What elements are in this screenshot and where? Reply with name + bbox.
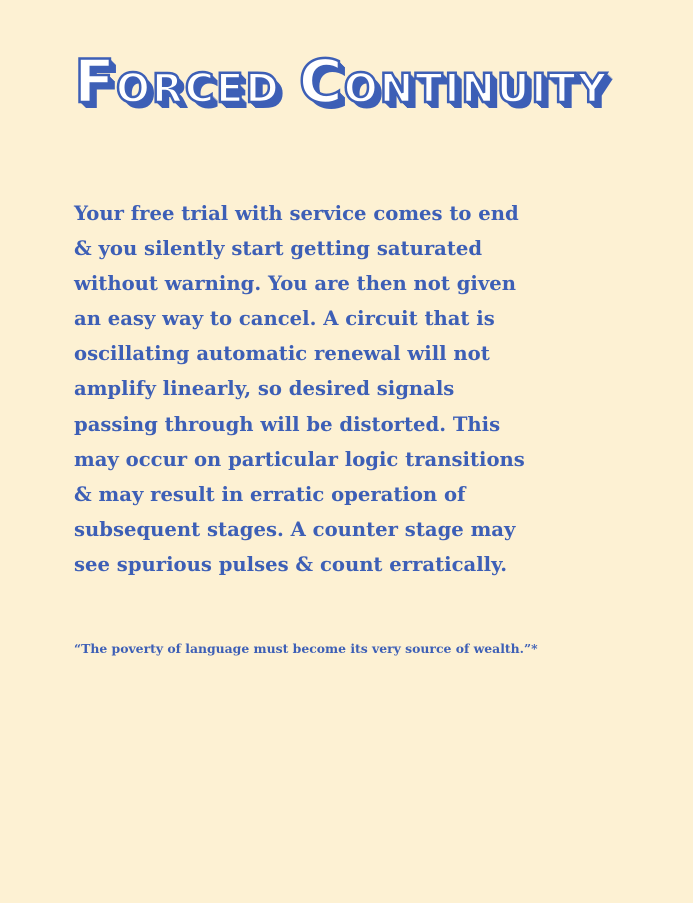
epigraph-quote: “The poverty of language must become its very source of wealth.”* bbox=[74, 641, 538, 656]
title-word-2: ONTINUITY bbox=[343, 66, 609, 112]
title-initial-2: C bbox=[298, 47, 344, 117]
page-title bbox=[74, 47, 634, 117]
title-word-1: ORCED bbox=[116, 66, 281, 112]
title-initial-1: F bbox=[74, 47, 116, 117]
body-paragraph: Your free trial with service comes to end & you silently start getting saturated without warning. You are then not given an easy way to cancel. A circuit that is oscillating automatic renewal will not amplify linearly, so desired signals passing through will be distorted. This may occur on particular logic transitions & may result in erratic operation of subsequent stages. A counter stage may see spurious pulses & count erratically. bbox=[74, 202, 525, 576]
